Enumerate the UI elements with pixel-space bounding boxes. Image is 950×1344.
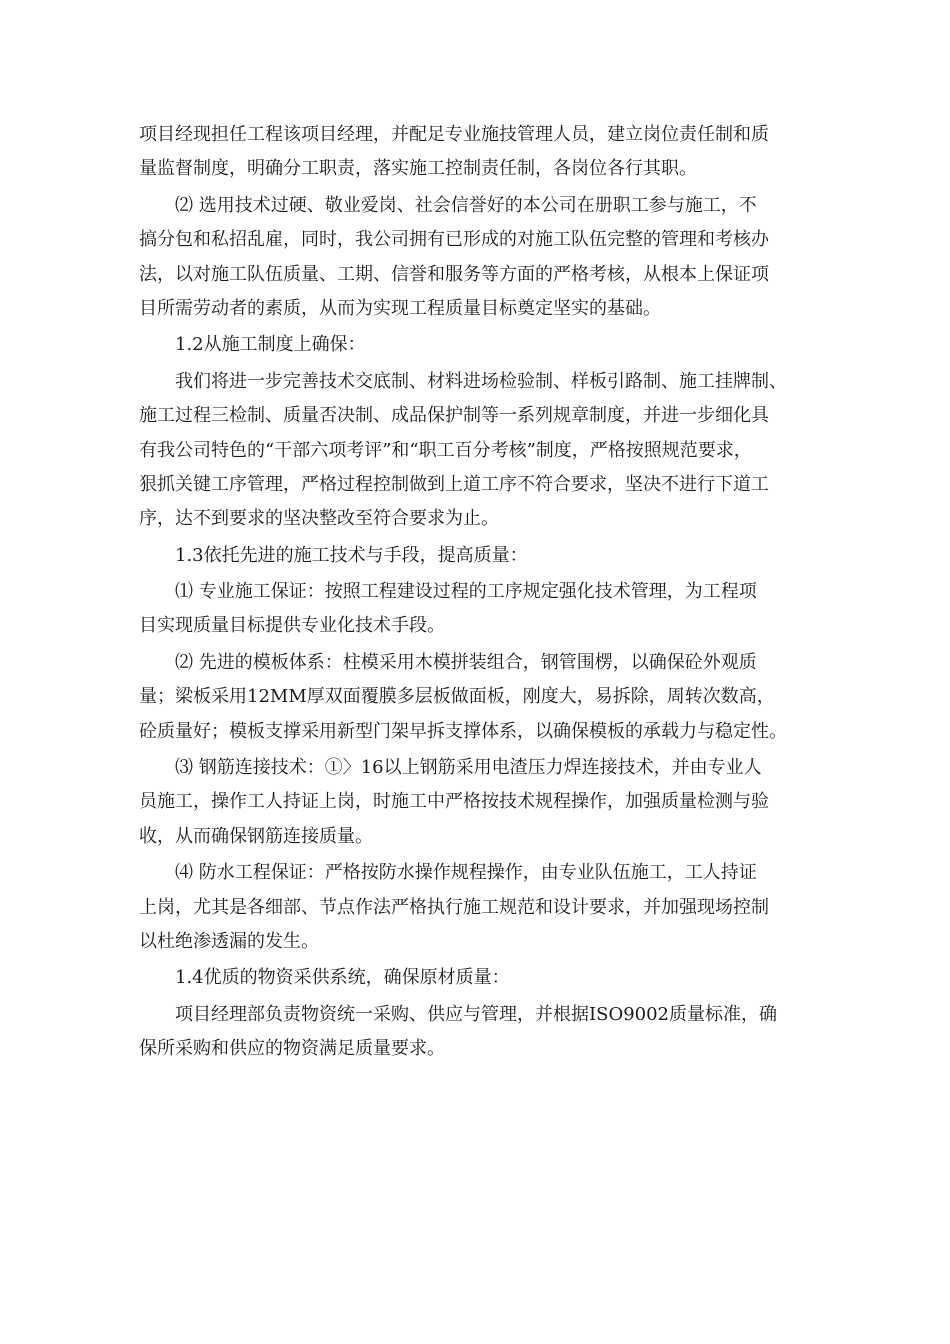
text-line: 搞分包和私招乱雇，同时，我公司拥有已形成的对施工队伍完整的管理和考核办 [139,229,769,251]
paragraph [139,539,819,573]
text-line: 1.2从施工制度上确保： [175,334,366,356]
text-line: ⑷ 防水工程保证：严格按防水操作规程操作，由专业队伍施工，工人持证 [175,862,757,884]
text-line: 1.3依托先进的施工技术与手段，提高质量： [175,544,528,566]
text-line: 1.4优质的物资采供系统，确保原材质量： [175,967,510,989]
text-line: 员施工，操作工人持证上岗，时施工中严格按技术规程操作，加强质量检测与验 [139,791,769,813]
text-line: 收，从而确保钢筋连接质量。 [139,825,373,847]
text-line: 目所需劳动者的素质，从而为实现工程质量目标奠定坚实的基础。 [139,297,661,319]
text-line: ⑴ 专业施工保证：按照工程建设过程的工序规定强化技术管理，为工程项 [175,581,757,603]
text-line: 序，达不到要求的坚决整改至符合要求为止。 [139,508,499,530]
text-line: ⑶ 钢筋连接技术：①〉16以上钢筋采用电渣压力焊连接技术，并由专业人 [175,757,762,779]
paragraph [139,961,819,995]
text-line: 上岗，尤其是各细部、节点作法严格执行施工规范和设计要求，并加强现场控制 [139,896,769,918]
body-text [139,118,819,1067]
paragraph [139,189,819,327]
text-line: 项目经现担任工程该项目经理，并配足专业施技管理人员，建立岗位责任制和质 [139,124,769,145]
text-line: 法，以对施工队伍质量、工期、信誉和服务等方面的严格考核，从根本上保证项 [139,263,769,285]
text-line: 目实现质量目标提供专业化技术手段。 [139,615,445,637]
text-line: 砼质量好；模板支撑采用新型门架早拆支撑体系，以确保模板的承载力与稳定性。 [139,720,787,742]
paragraph [139,646,819,749]
paragraph [139,575,819,644]
paragraph [139,998,819,1067]
text-line: 保所采购和供应的物资满足质量要求。 [139,1038,445,1060]
text-line: 有我公司特色的“干部六项考评”和“职工百分考核”制度，严格按照规范要求， [139,439,752,461]
paragraph [139,856,819,959]
text-line: 量；梁板采用12MM厚双面覆膜多层板做面板，刚度大，易拆除，周转次数高， [139,686,775,708]
paragraph [139,118,819,187]
text-line: ⑵ 先进的模板体系：柱模采用木模拼装组合，钢管围楞，以确保砼外观质 [175,651,757,673]
paragraph [139,751,819,854]
text-line: 施工过程三检制、质量否决制、成品保护制等一系列规章制度，并进一步细化具 [139,405,769,427]
text-line: 我们将进一步完善技术交底制、材料进场检验制、样板引路制、施工挂牌制、 [175,370,787,392]
text-line: 量监督制度，明确分工职责，落实施工控制责任制，各岗位各行其职。 [139,158,697,180]
text-line: 以杜绝渗透漏的发生。 [139,930,319,952]
text-line: ⑵ 选用技术过硬、敬业爱岗、社会信誉好的本公司在册职工参与施工，不 [175,194,757,216]
text-line: 狠抓关键工序管理，严格过程控制做到上道工序不符合要求，坚决不进行下道工 [139,473,769,495]
paragraph [139,365,819,537]
text-line: 项目经理部负责物资统一采购、供应与管理，并根据ISO9002质量标准，确 [175,1003,778,1025]
paragraph [139,328,819,362]
